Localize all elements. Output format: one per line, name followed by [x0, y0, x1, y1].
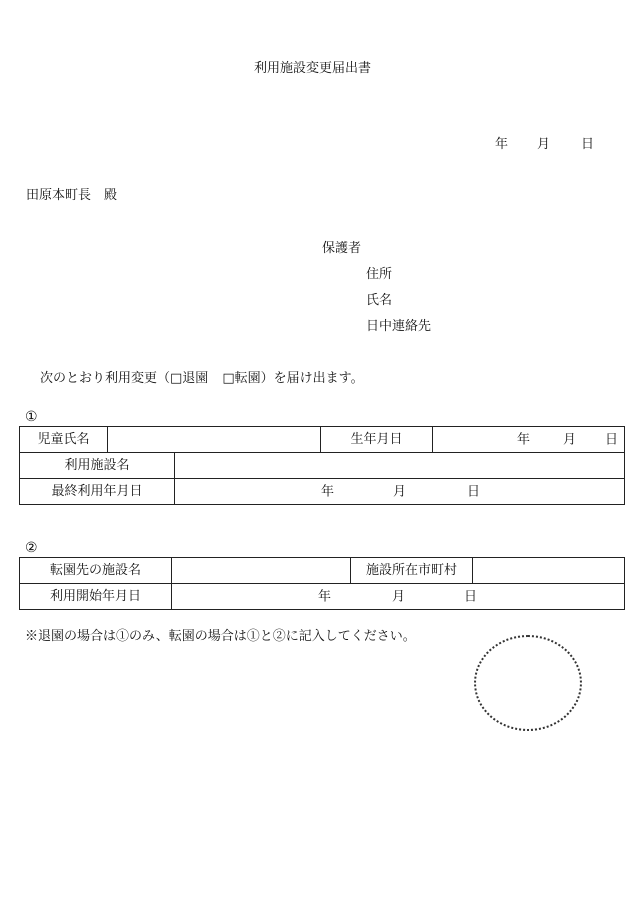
instruction-note: ※退園の場合は①のみ、転園の場合は①と②に記入してください。	[25, 629, 416, 644]
birth-date-label: 生年月日	[321, 427, 433, 453]
option-transfer[interactable]: □転園	[222, 371, 261, 386]
section1-table	[19, 426, 625, 505]
facility-city-field[interactable]	[473, 558, 625, 584]
section1-marker: ①	[25, 409, 38, 425]
facility-name-field[interactable]	[175, 453, 625, 479]
start-date-label: 利用開始年月日	[20, 584, 172, 610]
submission-day-label: 日	[581, 137, 595, 152]
start-date-field[interactable]	[172, 584, 625, 610]
start-month-label: 月	[392, 589, 406, 604]
statement-prefix: 次のとおり利用変更（	[40, 371, 171, 386]
new-facility-field[interactable]	[172, 558, 351, 584]
child-name-field[interactable]	[108, 427, 321, 453]
section2-table	[19, 557, 625, 610]
guardian-address-label: 住所	[366, 267, 393, 282]
new-facility-label: 転園先の施設名	[20, 558, 172, 584]
child-name-label: 児童氏名	[20, 427, 108, 453]
statement	[40, 372, 364, 385]
last-use-day-label: 日	[467, 484, 481, 499]
guardian-contact-label: 日中連絡先	[366, 319, 432, 334]
start-day-label: 日	[464, 589, 478, 604]
guardian-heading: 保護者	[322, 241, 362, 256]
facility-city-label: 施設所在市町村	[351, 558, 473, 584]
facility-name-label: 利用施設名	[20, 453, 175, 479]
submission-month-label: 月	[537, 137, 551, 152]
start-year-label: 年	[318, 589, 332, 604]
statement-suffix: ）を届け出ます。	[260, 371, 364, 386]
birth-date-field[interactable]	[433, 427, 625, 453]
submission-year-label: 年	[495, 137, 509, 152]
birth-year-label: 年	[517, 432, 531, 447]
birth-month-label: 月	[563, 432, 577, 447]
option-withdraw[interactable]: □退園	[170, 371, 209, 386]
last-use-month-label: 月	[393, 484, 407, 499]
recipient: 田原本町長 殿	[26, 188, 118, 203]
last-use-date-field[interactable]	[175, 479, 625, 505]
guardian-name-label: 氏名	[366, 293, 393, 308]
document-title: 利用施設変更届出書	[254, 61, 372, 76]
last-use-date-label: 最終利用年月日	[20, 479, 175, 505]
seal-circle	[474, 635, 582, 731]
last-use-year-label: 年	[321, 484, 335, 499]
section2-marker: ②	[25, 540, 38, 556]
birth-day-label: 日	[605, 432, 619, 447]
